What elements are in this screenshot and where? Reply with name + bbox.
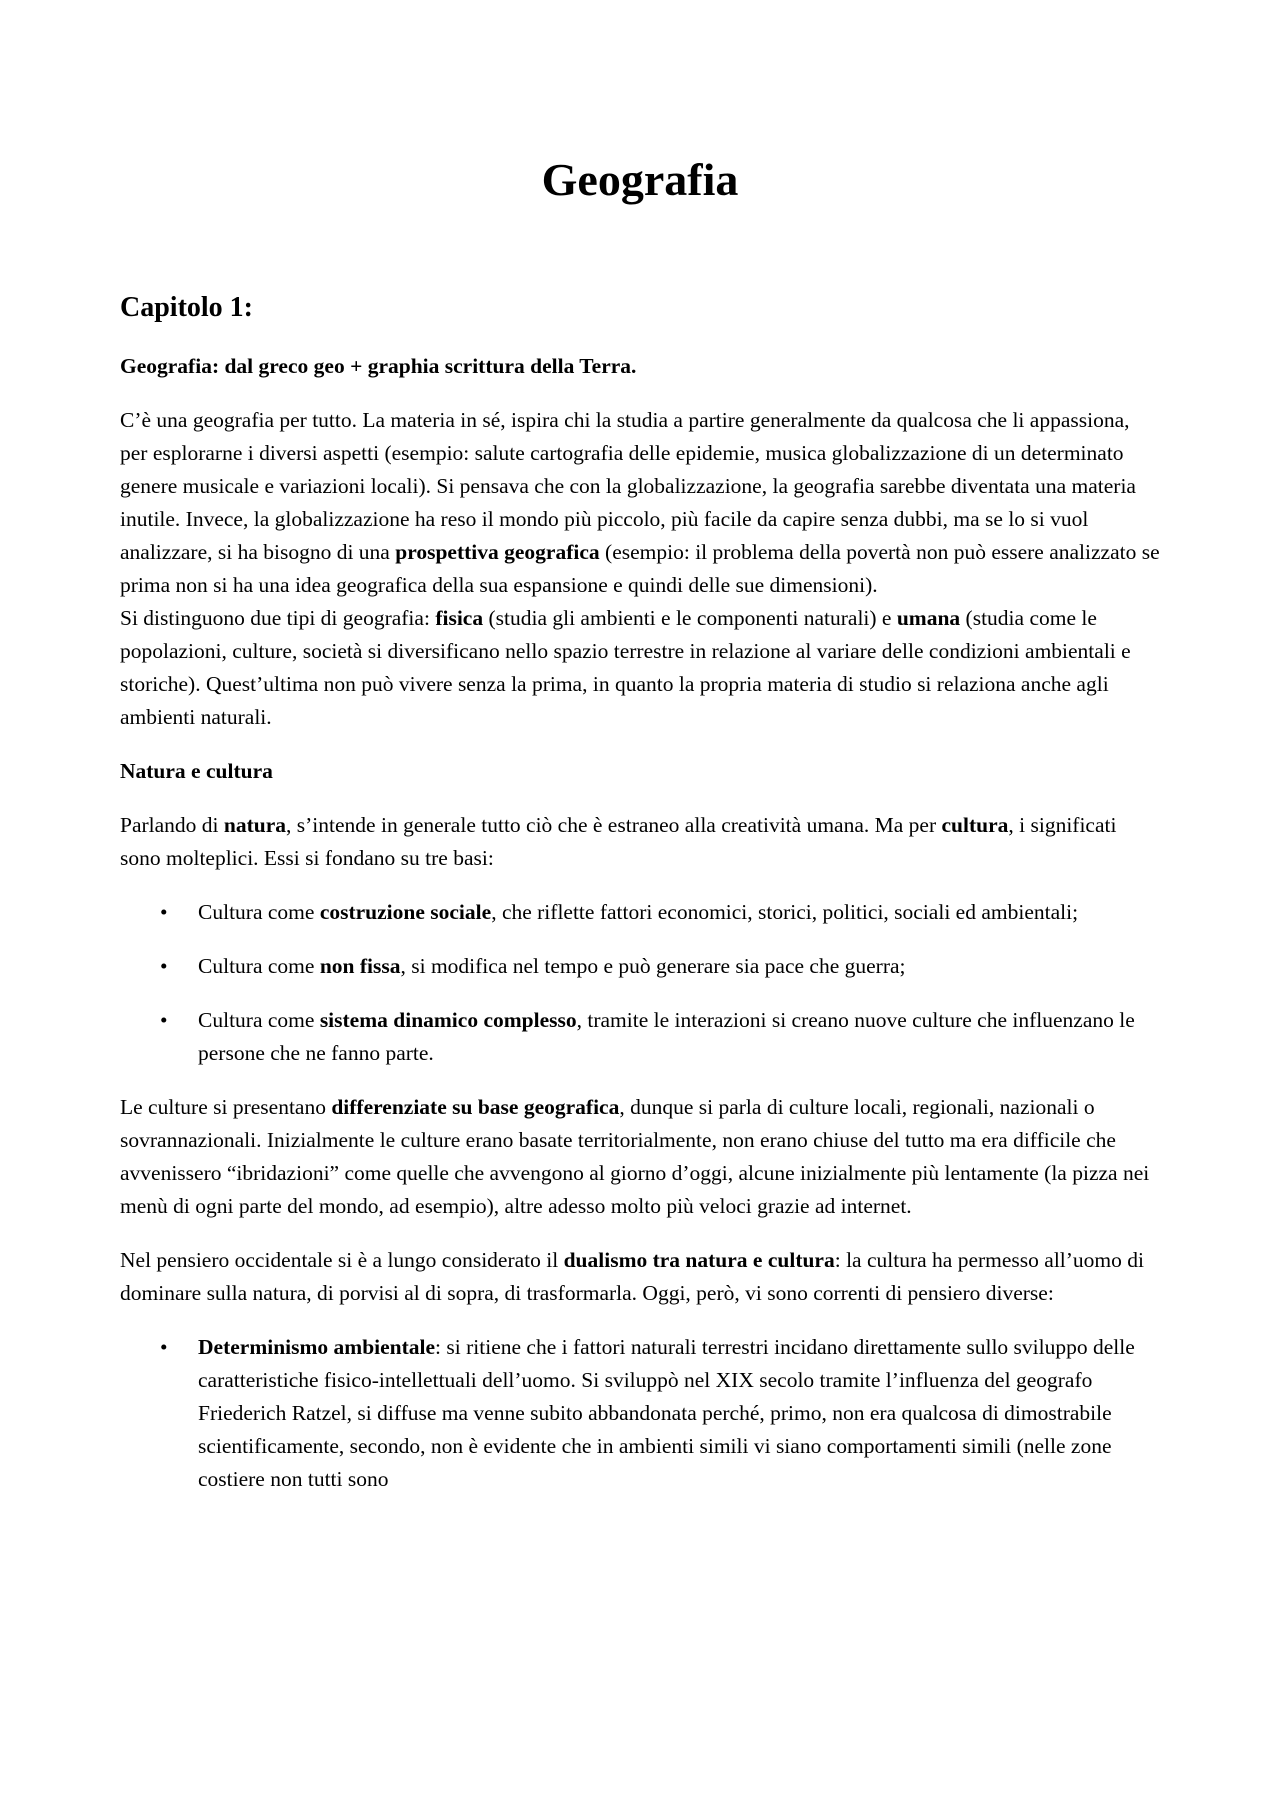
- bullet-icon: •: [160, 954, 168, 978]
- bullet-icon: •: [160, 1008, 168, 1032]
- text-run: C’è una geografia per tutto. La materia in sé, ispira chi la studia a partire generalmente da qualcosa che li appassiona, per esplorarne i diversi aspetti (esempio: salute cartografia delle epidemie, musica globalizzazione di un determinato genere musicale e variazioni locali). Si pensava che con la globalizzazione, la geografia sarebbe diventata una materia inutile. Invece, la globalizzazione ha reso il mondo più piccolo, più facile da capire senza dubbi, ma se lo si vuol analizzare, si ha bisogno di una: [120, 408, 1136, 564]
- text-run: (esempio: il problema della povertà non può essere analizzato se prima non si ha una idea geografica della sua espansione e quindi delle sue dimensioni).: [120, 540, 1160, 597]
- culture-bullet-list: [120, 896, 1160, 1070]
- text-run: Nel pensiero occidentale si è a lungo considerato il: [120, 1248, 564, 1272]
- list-item: [120, 896, 1160, 929]
- text-run: , s’intende in generale tutto ciò che è estraneo alla creatività umana. Ma per: [286, 813, 942, 837]
- bold-term: dualismo tra natura e cultura: [563, 1248, 835, 1272]
- list-item: [120, 950, 1160, 983]
- thought-bullet-list: [120, 1331, 1160, 1496]
- bold-term: fisica: [435, 606, 484, 630]
- text-run: , i significati sono molteplici. Essi si fondano su tre basi:: [120, 813, 1117, 870]
- text-run: Si distinguono due tipi di geografia:: [120, 606, 436, 630]
- chapter-heading: Capitolo 1:: [120, 292, 253, 323]
- bold-term: Determinismo ambientale: [198, 1335, 436, 1359]
- bold-term: cultura: [941, 813, 1009, 837]
- list-item: [120, 1331, 1160, 1496]
- text-run: (studia come le popolazioni, culture, società si diversificano nello spazio terrestre in relazione al variare delle condizioni ambientali e storiche). Quest’ultima non può vivere senza la prima, in quanto la propria materia di studio si relaziona anche agli ambienti naturali.: [120, 606, 1131, 729]
- text-run: : la cultura ha permesso all’uomo di dominare sulla natura, di porvisi al di sopra, di trasformarla. Oggi, però, vi sono correnti di pensiero diverse:: [120, 1248, 1145, 1305]
- differentiated-cultures-paragraph: [120, 1091, 1160, 1223]
- text-run: , dunque si parla di culture locali, regionali, nazionali o sovrannazionali. Inizialmente le culture erano basate territorialmente, non erano chiuse del tutto ma era difficile che avvenissero “ibridazioni” come quelle che avvengono al giorno d’oggi, alcune inizialmente più lentamente (la pizza nei menù di ogni parte del mondo, ad esempio), altre adesso molto più veloci grazie ad internet.: [120, 1095, 1150, 1218]
- dualism-paragraph: [120, 1244, 1160, 1310]
- nature-culture-paragraph: [120, 809, 1160, 875]
- text-run: , che riflette fattori economici, storici, politici, sociali ed ambientali;: [491, 900, 1079, 924]
- section-heading-natura-cultura: Natura e cultura: [120, 759, 273, 783]
- intro-paragraph: [120, 404, 1160, 602]
- bold-term: prospettiva geografica: [395, 540, 600, 564]
- text-run: Cultura come: [198, 900, 320, 924]
- bullet-icon: •: [160, 1335, 168, 1359]
- text-run: Cultura come: [198, 954, 320, 978]
- text-run: Le culture si presentano: [120, 1095, 332, 1119]
- text-run: , tramite le interazioni si creano nuove culture che influenzano le persone che ne fanno parte.: [198, 1008, 1135, 1065]
- document-title: Geografia: [541, 154, 739, 205]
- bold-term: costruzione sociale: [319, 900, 492, 924]
- bold-term: sistema dinamico complesso: [319, 1008, 577, 1032]
- text-run: : si ritiene che i fattori naturali terrestri incidano direttamente sullo sviluppo delle caratteristiche fisico-intellettuali dell’uomo. Si sviluppò nel XIX secolo tramite l’influenza del geografo Friederich Ratzel, si diffuse ma venne subito abbandonata perché, primo, non era qualcosa di dimostrabile scientificamente, secondo, non è evidente che in ambienti simili vi siano comportamenti simili (nelle zone costiere non tutti sono: [198, 1335, 1135, 1491]
- text-run: Parlando di: [120, 813, 224, 837]
- list-item: [120, 1004, 1160, 1070]
- document-body: [120, 350, 1160, 1517]
- geography-types-paragraph: [120, 602, 1160, 734]
- definition-line: Geografia: dal greco geo + graphia scrittura della Terra.: [120, 354, 637, 378]
- bold-term: natura: [223, 813, 287, 837]
- text-run: (studia gli ambienti e le componenti naturali) e: [483, 606, 897, 630]
- bold-term: differenziate su base geografica: [331, 1095, 620, 1119]
- bold-term: umana: [896, 606, 961, 630]
- bold-term: non fissa: [319, 954, 401, 978]
- text-run: , si modifica nel tempo e può generare sia pace che guerra;: [400, 954, 906, 978]
- bullet-icon: •: [160, 900, 168, 924]
- text-run: Cultura come: [198, 1008, 320, 1032]
